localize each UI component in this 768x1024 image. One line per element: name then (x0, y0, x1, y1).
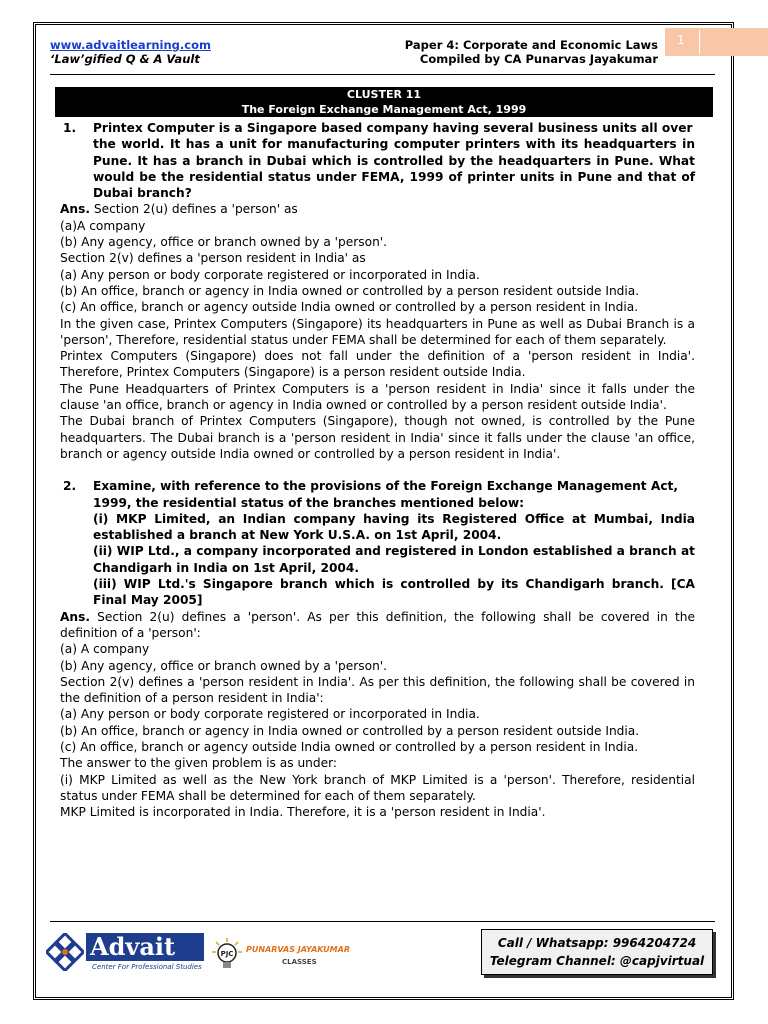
answer-line: (a) Any person or body corporate registered or incorporated in India. (60, 267, 480, 282)
question-2-line: (i) MKP Limited, an Indian company having its Registered Office at Mumbai, India established a branch at New York U.S.A. on 1st April, 2004. (93, 511, 695, 543)
pjc-logo (212, 938, 360, 974)
pjc-mark-text: PJC (220, 950, 234, 958)
question-1 (60, 120, 695, 136)
answer-line: MKP Limited is incorporated in India. Therefore, it is a 'person resident in India'. (60, 805, 546, 820)
answer-label: Ans. (60, 609, 90, 624)
question-2-line: 1999, the residential status of the branches mentioned below: (93, 495, 524, 510)
question-2-line: (ii) WIP Ltd., a company incorporated and registered in London established a branch at Chandigarh in India on 1st April, 2004. (93, 544, 695, 575)
answer-text: Section 2(u) defines a 'person'. As per this definition, the following shall be covered in the definition of a 'person': (60, 609, 695, 640)
pjc-name: PUNARVAS JAYAKUMAR (246, 945, 350, 954)
tab-divider (699, 30, 700, 54)
advait-tagline: Center For Professional Studies (92, 963, 202, 971)
header-right (405, 38, 658, 66)
advait-wordmark: Advait (86, 933, 204, 961)
answer-label: Ans. (60, 202, 90, 217)
answer-line: (a)A company (60, 218, 146, 233)
answer-line: (a) Any person or body corporate registered or incorporated in India. (60, 707, 480, 722)
question-2-line: (iii) WIP Ltd.'s Singapore branch which is controlled by its Chandigarh branch. [CA Final May 2005] (93, 577, 695, 608)
question-gap (60, 462, 695, 478)
contact-box (481, 929, 713, 975)
compiled-by: Compiled by CA Punarvas Jayakumar (419, 52, 658, 66)
answer-line: (c) An office, branch or agency outside India owned or controlled by a person resident in India. (60, 300, 639, 315)
cluster-banner (55, 87, 713, 117)
question-text: Printex Computer is a Singapore based company having several business units all over (93, 121, 693, 135)
answer-line: (b) Any agency, office or branch owned by a 'person'. (60, 658, 388, 673)
answer-line: The Pune Headquarters of Printex Computers is a 'person resident in India' since it falls under the clause 'an office, branch or agency in India owned or controlled by a person resident outside India'. (60, 381, 695, 413)
call-whatsapp: Call / Whatsapp: 9964204724 (497, 936, 697, 950)
pjc-classes: CLASSES (282, 958, 317, 966)
cluster-subtitle: The Foreign Exchange Management Act, 1999 (241, 103, 527, 116)
cluster-title: CLUSTER 11 (346, 88, 422, 101)
answer-line: Section 2(v) defines a 'person resident in India'. As per this definition, the following shall be covered in the definition of a person resident in India': (60, 674, 695, 706)
question-number: 1. (63, 121, 77, 135)
answer-line: In the given case, Printex Computers (Singapore) its headquarters in Pune as well as Dubai Branch is a 'person', Therefore, residential status under FEMA shall be determined for each of them separately. (60, 316, 695, 347)
answer-line: (i) MKP Limited as well as the New York branch of MKP Limited is a 'person'. Therefore, residential status under FEMA shall be determined for each of them separately. (60, 772, 695, 803)
answer-line: The answer to the given problem is as under: (60, 756, 338, 771)
advait-logo (46, 931, 206, 977)
header-divider (50, 74, 715, 75)
paper-title: Paper 4: Corporate and Economic Laws (404, 38, 658, 52)
answer-line: Section 2(v) defines a 'person resident in India' as (60, 251, 366, 266)
question-number: 2. (63, 479, 77, 494)
lightbulb-icon (212, 938, 242, 972)
page-number: 1 (677, 33, 685, 47)
page-number-tab (665, 28, 768, 56)
answer-line: The Dubai branch of Printex Computers (Singapore), though not owned, is controlled by the Pune headquarters. The Dubai branch is a 'person resident in India' since it falls under the clause 'an office, branch or agency outside India owned or controlled by a person resident in India'. (60, 414, 695, 461)
advait-emblem-icon (46, 933, 84, 971)
header-left (50, 38, 211, 66)
question-2 (60, 478, 695, 494)
answer-line: (a) A company (60, 642, 150, 657)
answer-text: Section 2(u) defines a 'person' as (90, 202, 298, 217)
answer-line: (b) An office, branch or agency in India owned or controlled by a person resident outside India. (60, 283, 640, 298)
header-subtitle: ‘Law’gified Q & A Vault (50, 52, 200, 66)
answer-2-intro (60, 609, 695, 642)
page-content (60, 120, 695, 820)
answer-line: (b) An office, branch or agency in India owned or controlled by a person resident outside India. (60, 723, 640, 738)
answer-line: (c) An office, branch or agency outside India owned or controlled by a person resident in India. (60, 739, 639, 754)
footer-divider (50, 921, 715, 922)
website-link[interactable]: www.advaitlearning.com (50, 38, 211, 52)
answer-line: (b) Any agency, office or branch owned by a 'person'. (60, 235, 388, 250)
question-1-continued: the world. It has a unit for manufacturing computer printers with its headquarters in Pune. It has a branch in Dubai which is controlled by the headquarters in Pune. What would be the residential status under FEMA, 1999 of printer units in Pune and that of Dubai branch? (93, 137, 695, 201)
telegram-channel: Telegram Channel: @capjvirtual (489, 954, 705, 968)
answer-line: Printex Computers (Singapore) does not fall under the definition of a 'person resident in India'. Therefore, Printex Computers (Singapore) is a person resident outside India. (60, 349, 695, 380)
question-text: Examine, with reference to the provisions of the Foreign Exchange Management Act, (93, 479, 678, 494)
answer-1-intro (60, 201, 695, 217)
